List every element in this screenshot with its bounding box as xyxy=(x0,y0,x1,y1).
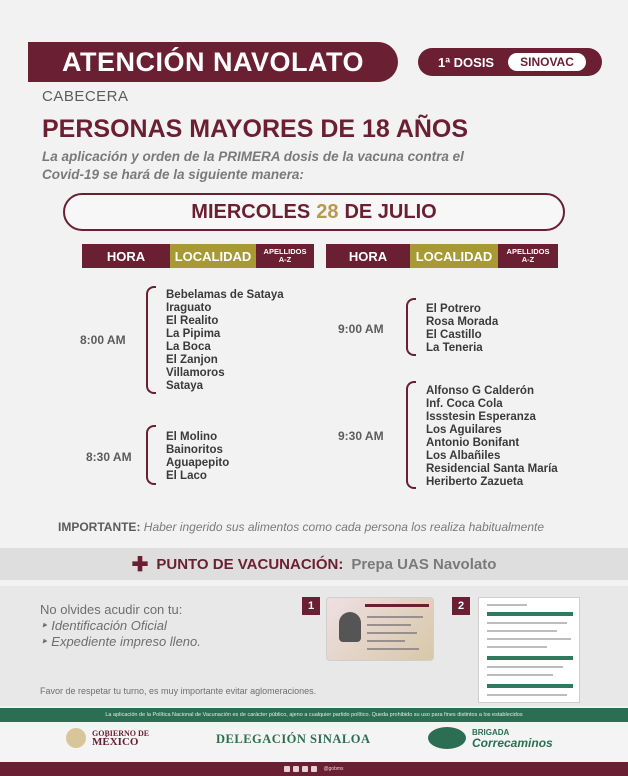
facebook-icon[interactable] xyxy=(284,766,290,772)
list-item: La Teneria xyxy=(426,342,483,354)
vaccination-point-label: PUNTO DE VACUNACIÓN: xyxy=(156,555,344,573)
doc-green-stripe xyxy=(487,656,573,660)
date-banner xyxy=(63,193,565,231)
doc-green-stripe xyxy=(487,612,573,616)
dose-label: 1ª DOSIS xyxy=(438,54,495,70)
gobierno-text xyxy=(92,729,149,747)
list-item: Sataya xyxy=(166,380,204,392)
gobierno-big: MÉXICO xyxy=(92,736,139,748)
header-az-label: A-Z xyxy=(521,255,535,264)
social-handle[interactable]: @gobmx xyxy=(323,766,344,772)
doc-line xyxy=(487,674,553,676)
bracket xyxy=(146,425,156,485)
portrait-icon xyxy=(339,612,361,642)
youtube-icon[interactable] xyxy=(311,766,317,772)
card-line xyxy=(367,624,411,626)
social-bar xyxy=(0,762,628,776)
header-hora: HORA xyxy=(82,244,170,268)
doc-line xyxy=(487,694,567,696)
list-item: Iraguato xyxy=(166,302,212,314)
important-note xyxy=(58,520,544,534)
list-item: Villamoros xyxy=(166,367,225,379)
instagram-icon[interactable] xyxy=(302,766,308,772)
brigada-small: BRIGADA xyxy=(472,728,510,737)
list-item: Bainoritos xyxy=(166,444,223,456)
list-item: El Castillo xyxy=(426,329,482,341)
doc-line xyxy=(487,646,547,648)
reminder xyxy=(40,602,201,650)
time-slot: 8:30 AM xyxy=(86,450,132,464)
list-item: El Zanjon xyxy=(166,354,218,366)
reminder-item: ‣ Identificación Oficial xyxy=(40,618,167,633)
locality-list xyxy=(166,289,284,393)
dose-badge xyxy=(418,48,602,76)
doc-line xyxy=(487,638,571,640)
header-localidad: LOCALIDAD xyxy=(410,244,498,268)
header-az-label: A-Z xyxy=(278,255,292,264)
vaccination-point-bar xyxy=(0,548,628,580)
headline-bold: MAYORES DE 18 AÑOS xyxy=(189,115,469,143)
respect-note: Favor de respetar tu turno, es muy importante evitar aglomeraciones. xyxy=(40,686,317,696)
list-item: Heriberto Zazueta xyxy=(426,476,524,488)
headline-prefix: PERSONAS xyxy=(42,115,183,143)
delegacion-label: DELEGACIÓN SINALOA xyxy=(216,732,371,746)
date-day: MIERCOLES xyxy=(191,200,311,223)
list-item: El Laco xyxy=(166,470,207,482)
locality-list xyxy=(426,385,558,489)
list-item: Aguapepito xyxy=(166,457,230,469)
reminder-item-text: Expediente impreso lleno. xyxy=(51,634,201,649)
list-item: Alfonso G Calderón xyxy=(426,385,534,397)
card-line xyxy=(367,616,423,618)
list-item: Los Albañiles xyxy=(426,450,501,462)
header-hora: HORA xyxy=(326,244,410,268)
bracket xyxy=(146,286,156,394)
eagle-seal-icon xyxy=(66,728,86,748)
brigada-big: Correcaminos xyxy=(472,736,553,750)
table-header-right xyxy=(326,244,558,268)
vaccination-point-location: Prepa UAS Navolato xyxy=(351,555,497,573)
header-localidad: LOCALIDAD xyxy=(170,244,256,268)
list-item: El Realito xyxy=(166,315,219,327)
page-title: ATENCIÓN NAVOLATO xyxy=(28,42,398,82)
gobierno-small: GOBIERNO DE xyxy=(92,729,150,738)
plus-icon: ✚ xyxy=(131,553,149,576)
list-item: La Boca xyxy=(166,341,211,353)
doc-line xyxy=(487,604,527,606)
card-line xyxy=(367,648,419,650)
table-header-left xyxy=(82,244,314,268)
doc-line xyxy=(487,622,567,624)
locality-list xyxy=(166,431,229,483)
brigada-text xyxy=(472,728,553,748)
header-apellidos xyxy=(498,244,558,268)
brigada-logo xyxy=(428,727,553,749)
reminder-intro: No olvides acudir con tu: xyxy=(40,602,183,617)
list-item: Los Aguilares xyxy=(426,424,502,436)
doc-line xyxy=(487,666,563,668)
list-item: Residencial Santa María xyxy=(426,463,558,475)
bracket xyxy=(406,298,416,356)
time-slot: 9:00 AM xyxy=(338,322,384,336)
important-label: IMPORTANTE: xyxy=(58,520,141,534)
list-item: Issstesin Esperanza xyxy=(426,411,536,423)
list-item: Rosa Morada xyxy=(426,316,499,328)
reminder-item-text: Identificación Oficial xyxy=(51,618,167,633)
doc-green-stripe xyxy=(487,684,573,688)
list-item: El Potrero xyxy=(426,303,481,315)
list-item: El Molino xyxy=(166,431,218,443)
important-text: Haber ingerido sus alimentos como cada persona los realiza habitualmente xyxy=(143,520,545,534)
form-document-image xyxy=(478,597,580,703)
list-item: Antonio Bonifant xyxy=(426,437,520,449)
card-line xyxy=(367,640,405,642)
reminder-item: ‣ Expediente impreso lleno. xyxy=(40,634,201,649)
doc-line xyxy=(487,630,557,632)
card-line xyxy=(367,632,417,634)
header-apellidos-label: APELLIDOS xyxy=(263,247,307,256)
time-slot: 8:00 AM xyxy=(80,333,126,347)
time-slot: 9:30 AM xyxy=(338,429,384,443)
list-item: Bebelamas de Sataya xyxy=(166,289,284,301)
step-badge: 2 xyxy=(452,597,470,615)
date-month: DE JULIO xyxy=(344,200,437,223)
vaccine-label: SINOVAC xyxy=(508,53,586,71)
date-number: 28 xyxy=(316,200,339,223)
list-item: La Pipima xyxy=(166,328,221,340)
locality-list xyxy=(426,303,498,355)
twitter-icon[interactable] xyxy=(293,766,299,772)
header-apellidos xyxy=(256,244,314,268)
roadrunner-icon xyxy=(428,727,466,749)
id-card-image xyxy=(326,597,434,661)
legal-notice: La aplicación de la Política Nacional de Vacunación es de carácter público, ajeno a cualquier partido político. Queda prohibido su uso para fines distintos a los establecidos xyxy=(0,708,628,722)
step-badge: 1 xyxy=(302,597,320,615)
headline xyxy=(42,115,468,144)
card-header-stripe xyxy=(365,604,429,607)
gobierno-logo xyxy=(66,728,149,748)
subtitle: La aplicación y orden de la PRIMERA dosis de la vacuna contra el Covid-19 se hará de la siguiente manera: xyxy=(42,149,464,182)
bracket xyxy=(406,381,416,489)
list-item: Inf. Coca Cola xyxy=(426,398,503,410)
subheading: CABECERA xyxy=(42,88,129,105)
header-apellidos-label: APELLIDOS xyxy=(506,247,550,256)
